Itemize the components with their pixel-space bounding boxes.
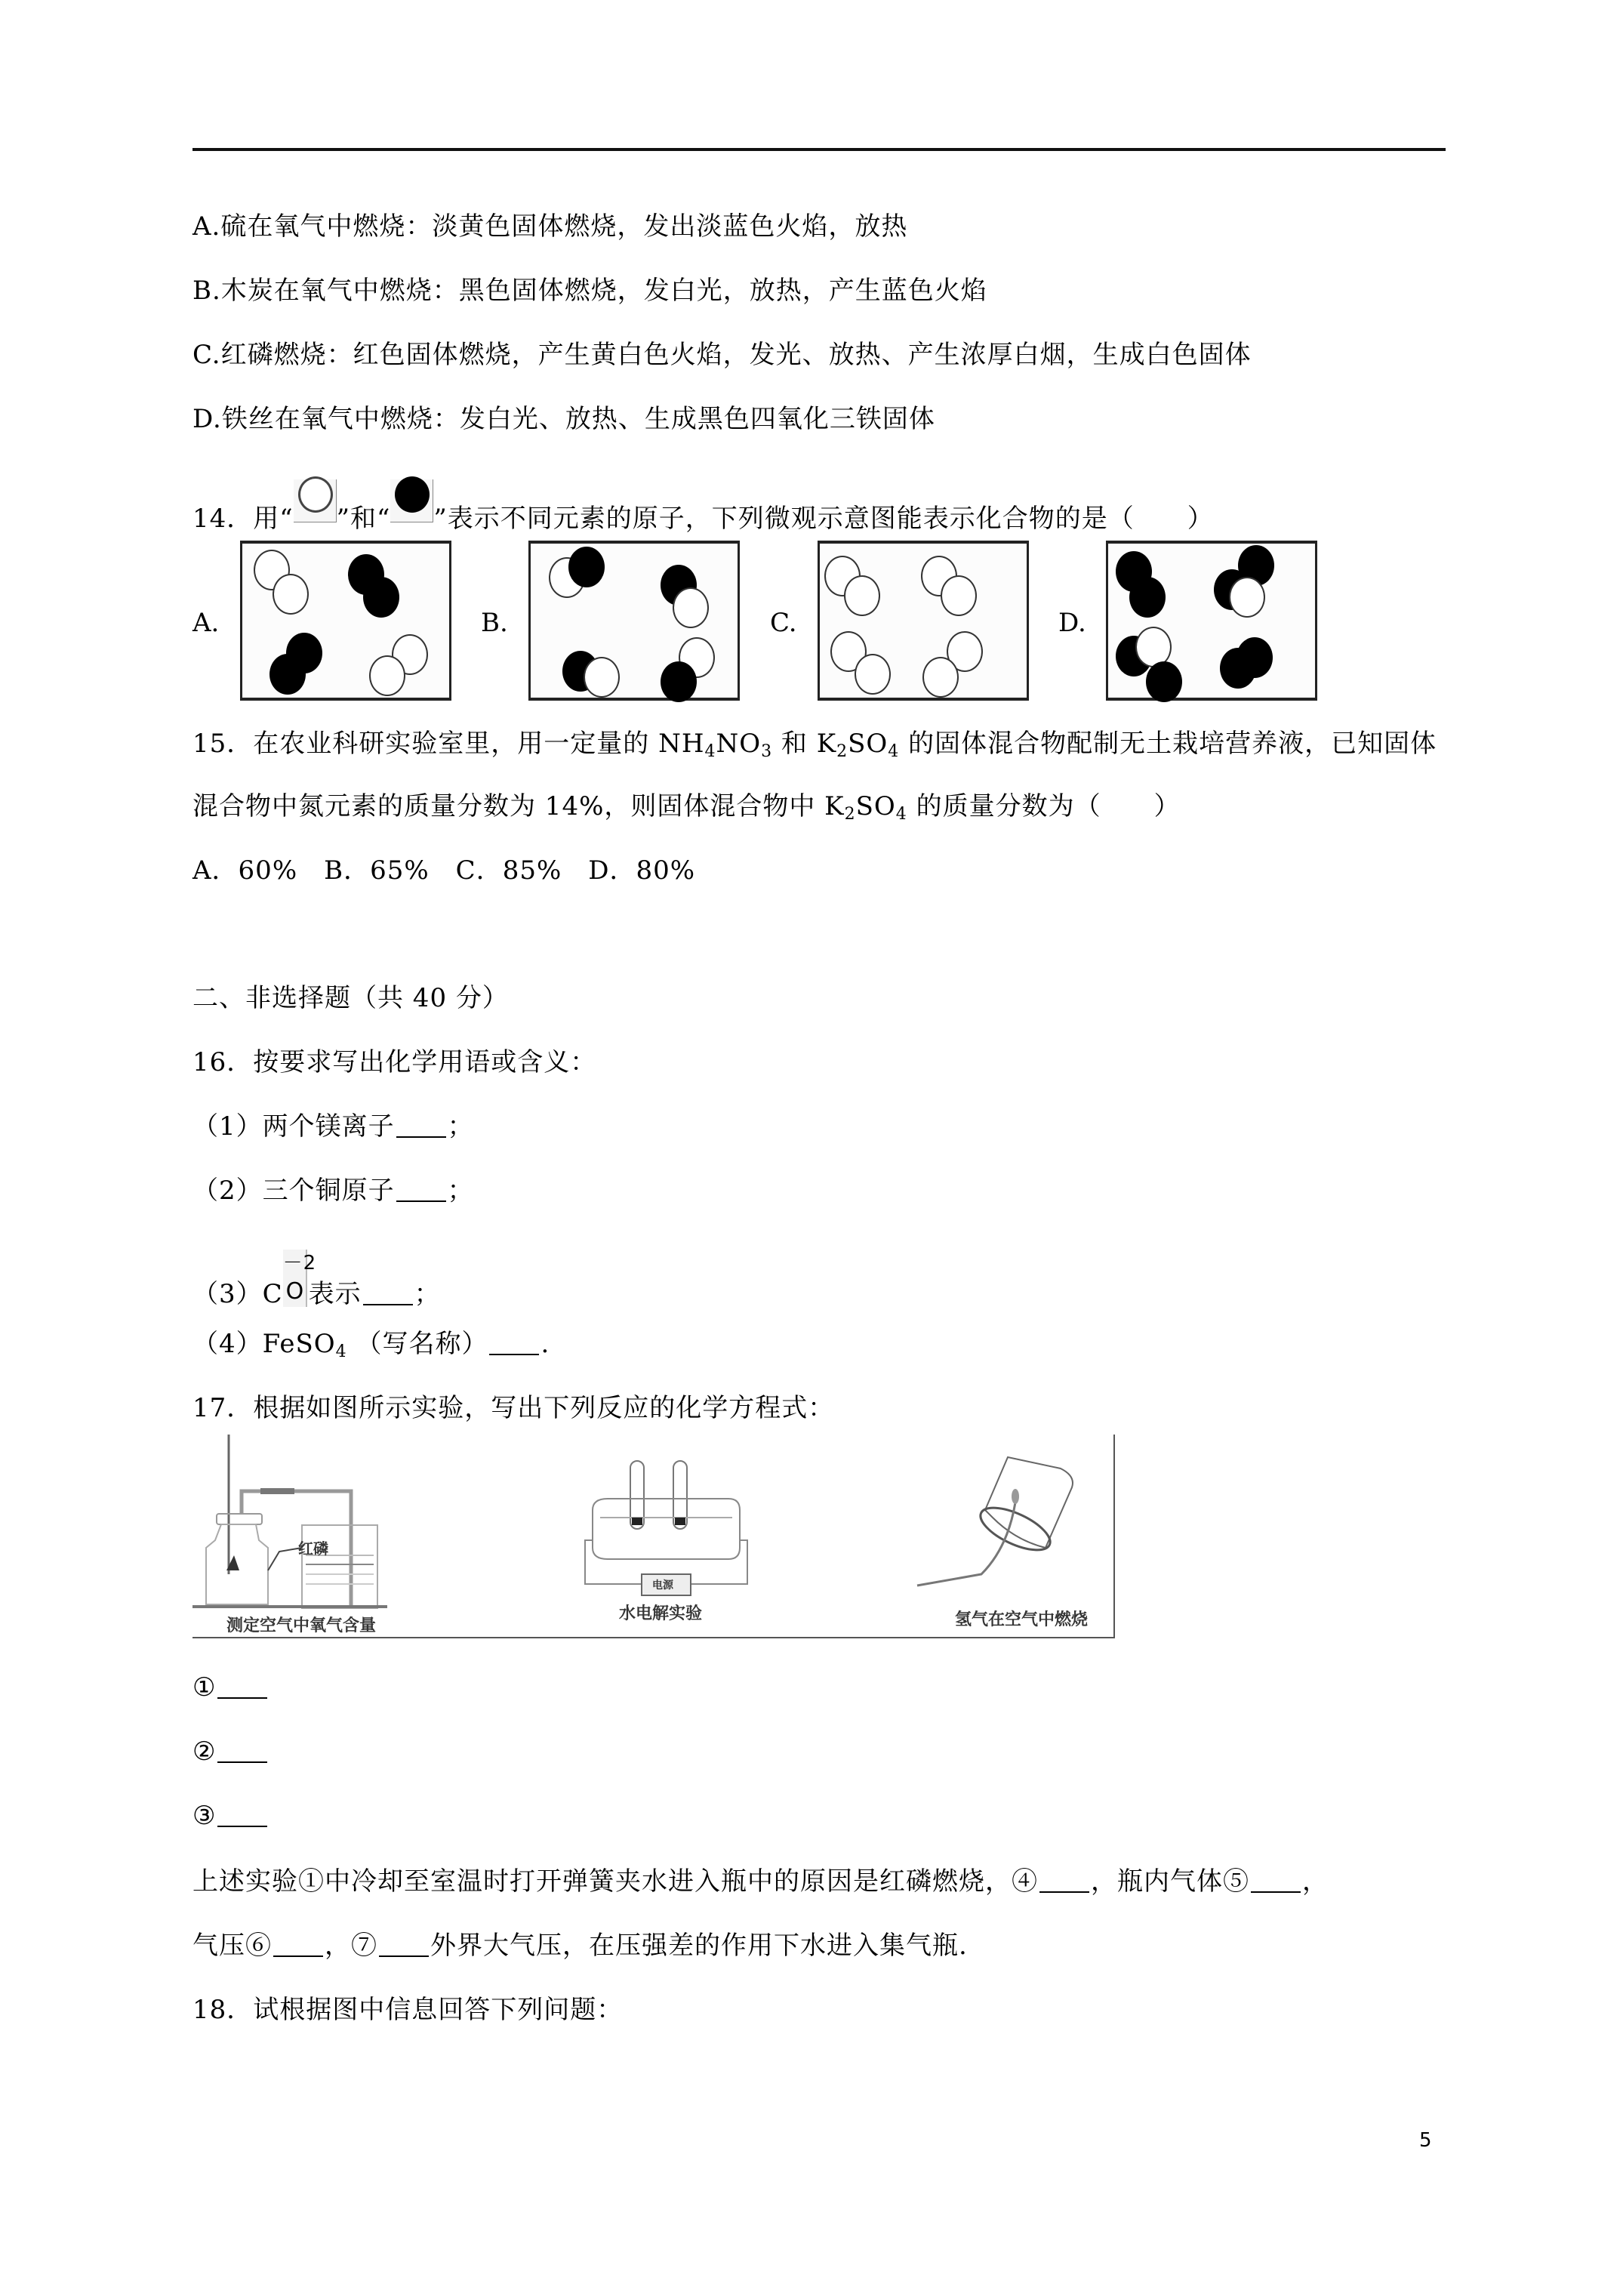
black-atom-icon xyxy=(390,479,433,522)
white-atom xyxy=(584,657,620,698)
black-atom xyxy=(661,661,697,702)
answer-blank[interactable] xyxy=(1039,1869,1089,1893)
white-atom xyxy=(673,587,709,628)
q15-stem-line2: 混合物中氮元素的质量分数为 14%，则固体混合物中 $K_2SO_4$ 的质量分数为（ ） xyxy=(192,791,1181,824)
q15-stem-line1: 15．在农业科研实验室里，用一定量的 $NH_4NO_3$ 和 $K_2SO_4$ 的固体混合物配制无土栽培营养液，已知固体 xyxy=(192,729,1437,761)
answer-blank[interactable] xyxy=(396,1178,446,1202)
q17-paragraph-line1: 上述实验①中冷却至室温时打开弹簧夹水进入瓶中的原因是红磷燃烧，④ ，瓶内气体⑤ ， xyxy=(192,1866,1329,1897)
q16-item-1: （1）两个镁离子 ； xyxy=(192,1111,474,1142)
q14-option-a-label: A. xyxy=(192,608,220,638)
q17-answer-1: ① xyxy=(192,1672,269,1703)
q16-item-4: （4）FeSO$_4$ （写名称） . xyxy=(192,1329,550,1361)
q14-option-d-label: D. xyxy=(1058,608,1086,638)
q16-stem: 16．按要求写出化学用语或含义： xyxy=(192,1047,597,1077)
answer-blank[interactable] xyxy=(217,1739,267,1763)
section-heading: 二、非选择题（共 40 分） xyxy=(192,983,509,1013)
q16-item-3: （3）C －2 O 表示 ； xyxy=(192,1250,441,1309)
figure-caption: 测定空气中氧气含量 xyxy=(226,1616,377,1635)
q14-option-c-label: C. xyxy=(770,608,797,638)
white-atom xyxy=(844,575,880,616)
oxygen-measurement-apparatus xyxy=(192,1435,419,1637)
valence-formula: －2 O xyxy=(283,1250,307,1307)
header-rule xyxy=(192,148,1446,151)
answer-blank[interactable] xyxy=(217,1803,267,1827)
q13-option-b: B.木炭在氧气中燃烧：黑色固体燃烧，发白光，放热，产生蓝色火焰 xyxy=(192,276,987,306)
q14-diagram-a xyxy=(240,541,451,701)
figure-caption: 氢气在空气中燃烧 xyxy=(955,1610,1089,1629)
q15-options: A．60% B．65% C．85% D．80% xyxy=(192,855,696,886)
q18-stem: 18．试根据图中信息回答下列问题： xyxy=(192,1995,624,2025)
white-atom xyxy=(941,575,977,616)
power-supply-label: 电源 xyxy=(652,1579,673,1592)
q14-diagram-c xyxy=(818,541,1029,701)
white-atom-icon xyxy=(294,479,337,522)
white-atom xyxy=(855,654,891,695)
page-number: 5 xyxy=(1419,2129,1432,2152)
white-atom xyxy=(273,574,309,615)
white-atom xyxy=(1229,577,1265,618)
black-atom xyxy=(269,654,306,695)
experiment-figures xyxy=(192,1435,1115,1638)
q13-option-c: C.红磷燃烧：红色固体燃烧，产生黄白色火焰，发光、放热、产生浓厚白烟，生成白色固体 xyxy=(192,340,1252,370)
answer-blank[interactable] xyxy=(217,1675,267,1699)
white-atom xyxy=(369,655,405,696)
q17-answer-3: ③ xyxy=(192,1801,269,1831)
black-atom xyxy=(1236,637,1273,678)
answer-blank[interactable] xyxy=(273,1933,323,1957)
answer-blank[interactable] xyxy=(363,1281,413,1305)
black-atom xyxy=(1129,577,1166,618)
answer-blank[interactable] xyxy=(396,1114,446,1138)
q14-diagram-b xyxy=(528,541,740,701)
answer-blank[interactable] xyxy=(1251,1869,1301,1893)
black-atom xyxy=(568,547,605,587)
q14-diagram-d xyxy=(1106,541,1317,701)
q13-option-a: A.硫在氧气中燃烧：淡黄色固体燃烧，发出淡蓝色火焰，放热 xyxy=(192,211,908,242)
answer-blank[interactable] xyxy=(489,1331,539,1355)
q16-item-2: （2）三个铜原子 ； xyxy=(192,1176,474,1206)
q17-answer-2: ② xyxy=(192,1737,269,1767)
red-phosphorus-label: 红磷 xyxy=(298,1539,328,1558)
figure-caption: 水电解实验 xyxy=(619,1604,703,1623)
q13-option-d: D.铁丝在氧气中燃烧：发白光、放热、生成黑色四氧化三铁固体 xyxy=(192,404,935,434)
q17-paragraph-line2: 气压⑥ ，⑦ 外界大气压，在压强差的作用下水进入集气瓶. xyxy=(192,1931,968,1961)
q17-stem: 17．根据如图所示实验，写出下列反应的化学方程式： xyxy=(192,1393,835,1423)
white-atom xyxy=(922,657,959,698)
black-atom xyxy=(1146,661,1182,702)
answer-blank[interactable] xyxy=(379,1933,429,1957)
q14-option-b-label: B. xyxy=(481,608,508,638)
question-number: 14． xyxy=(192,504,254,534)
q14-stem: 14．用“ ”和“ ”表示不同元素的原子，下列微观示意图能表示化合物的是（ ） xyxy=(192,479,1214,534)
black-atom xyxy=(363,577,399,618)
